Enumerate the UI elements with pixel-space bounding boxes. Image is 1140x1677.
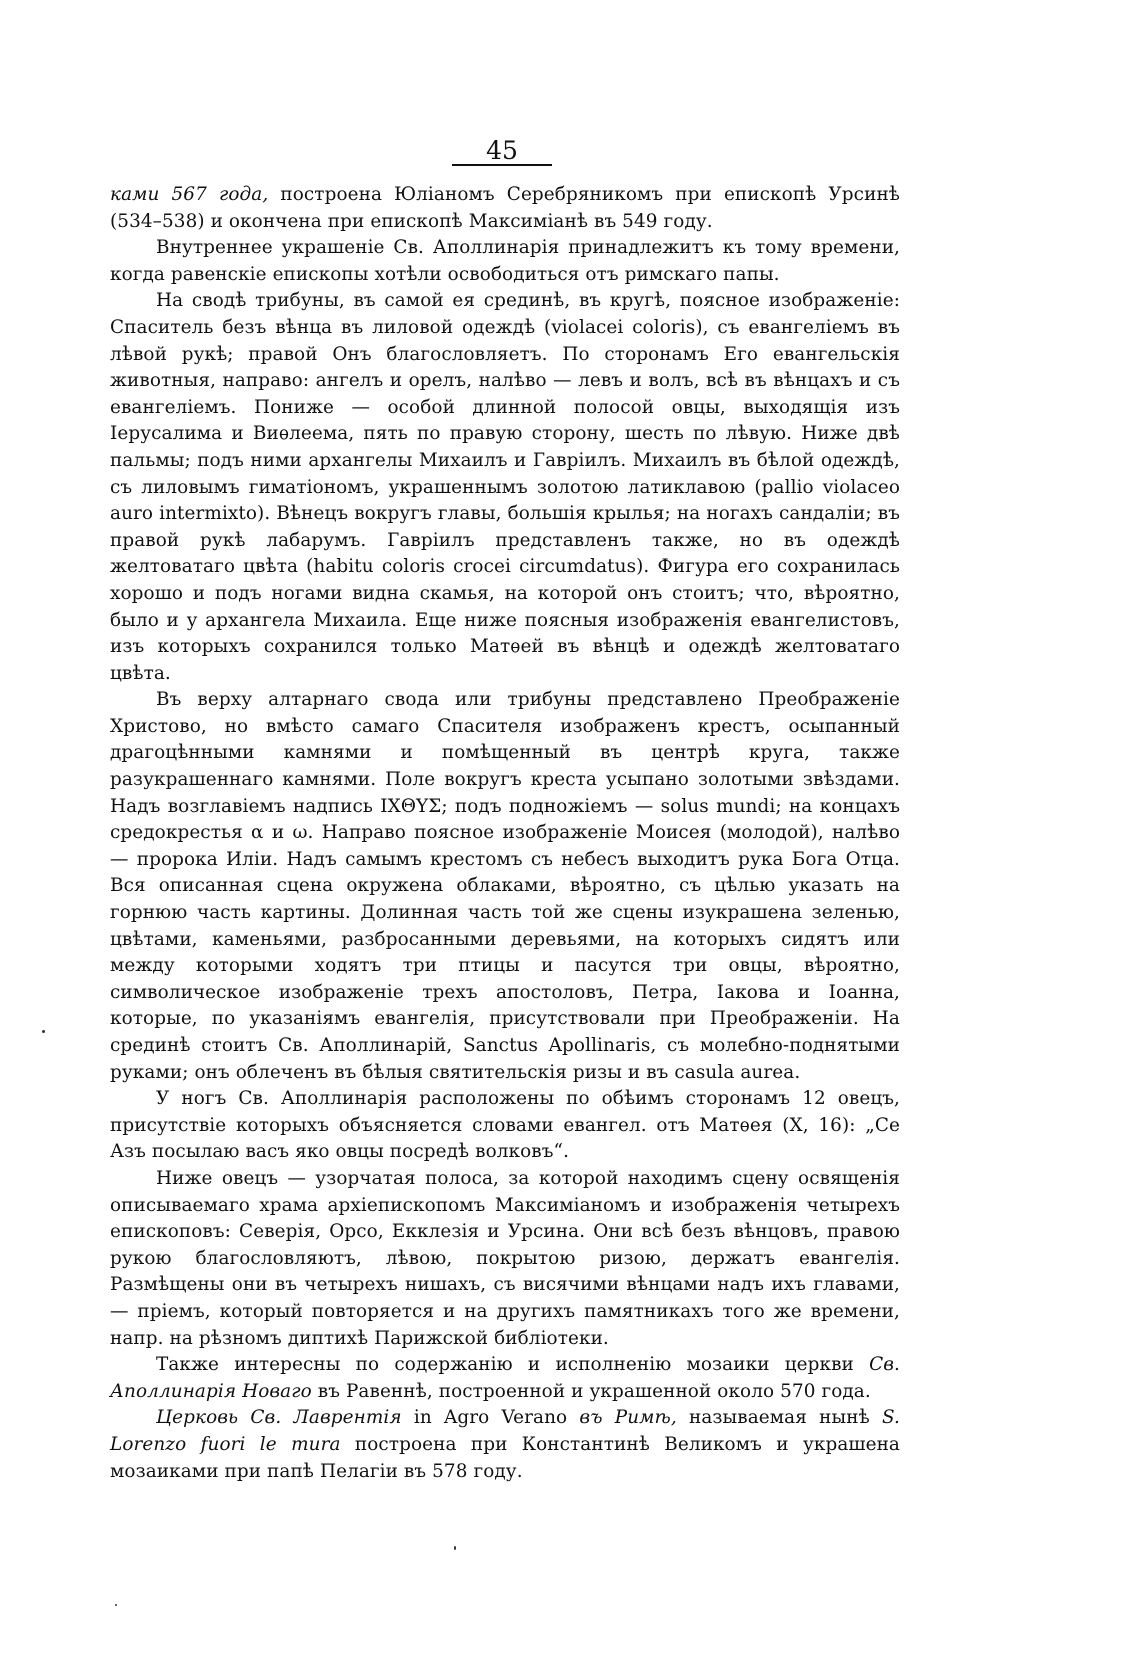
paragraph xyxy=(110,687,900,1086)
paragraph xyxy=(110,182,900,235)
body-text xyxy=(110,182,900,1485)
italic-text-run: S. Lorenzo fuori le mura xyxy=(110,1407,900,1455)
paragraph xyxy=(110,288,900,687)
paragraph xyxy=(110,1086,900,1166)
text-run: У ногъ Св. Аполлинарія расположены по обѣимъ сторонамъ 12 овецъ, присутствіе которыхъ объясняется словами евангел. отъ Матѳея (X, 16): „Се Азъ посылаю васъ яко овцы посредѣ волковъ“. xyxy=(110,1088,900,1163)
text-run: Также интересны по содержанію и исполненію мозаики церкви xyxy=(156,1354,870,1376)
scan-speck xyxy=(454,1546,456,1550)
italic-text-run: Св. Аполлинарія Новаго xyxy=(110,1354,900,1402)
page-number-rule xyxy=(452,164,552,166)
paragraph xyxy=(110,1405,900,1485)
italic-text-run: Церковь Св. Лаврентія xyxy=(156,1407,402,1429)
scan-speck xyxy=(42,1030,45,1033)
text-run: in Agro Verano xyxy=(401,1407,580,1429)
text-run: Въ верху алтарнаго свода или трибуны представлено Преображеніе Христово, но вмѣсто самаго Спасителя изображенъ крестъ, осыпанный драгоцѣнными камнями и помѣщенный въ центрѣ круга, также разукрашеннаго камнями. Поле вокругъ креста усыпано золотыми звѣздами. Надъ возглавіемъ надпись ΙΧΘΥΣ; подъ подножіемъ — solus mundi; на концахъ средокрестья α и ω. Направо поясное изображеніе Моисея (молодой), налѣво — пророка Иліи. Надъ самымъ крестомъ съ небесъ выходитъ рука Бога Отца. Вся описанная сцена окружена облаками, вѣроятно, съ цѣлью указать на горнюю часть картины. Долинная часть той же сцены изукрашена зеленью, цвѣтами, каменьями, разбросанными деревьями, на которыхъ сидятъ или между которыми ходятъ три птицы и пасутся три овцы, вѣроятно, символическое изображеніе трехъ апостоловъ, Петра, Іакова и Іоанна, которые, по указаніямъ евангелія, присутствовали при Преображеніи. На срединѣ стоитъ Св. Аполлинарій, Sanctus Apollinaris, съ молебно-поднятыми руками; онъ облеченъ въ бѣлыя святительскія ризы и въ casula aurea. xyxy=(110,689,900,1083)
text-run: Ниже овецъ — узорчатая полоса, за которой находимъ сцену освященія описываемаго храма архіепископомъ Максиміаномъ и изображенія четырехъ епископовъ: Северія, Орсо, Екклезія и Урсина. Они всѣ безъ вѣнцовъ, правою рукою благословляютъ, лѣвою, покрытою ризою, держатъ евангелія. Размѣщены они въ четырехъ нишахъ, съ висячими вѣнцами надъ ихъ главами, — пріемъ, который повторяется и на другихъ памятникахъ того же времени, напр. на рѣзномъ диптихѣ Парижской библіотеки. xyxy=(110,1167,900,1349)
text-run: Внутреннее украшеніе Св. Аполлинарія принадлежитъ къ тому времени, когда равенскіе епископы хотѣли освободиться отъ римскаго папы. xyxy=(110,237,900,285)
text-run: построена при Константинѣ Великомъ и украшена мозаиками при папѣ Пелагіи въ 578 году. xyxy=(110,1433,900,1482)
scan-speck xyxy=(115,1604,117,1606)
paragraph xyxy=(110,1352,900,1405)
page-number: 45 xyxy=(486,136,518,165)
paragraph xyxy=(110,1166,900,1352)
text-run: На сводѣ трибуны, въ самой ея срединѣ, въ кругѣ, поясное изображеніе: Спаситель безъ вѣнца въ лиловой одеждѣ (violacei coloris), съ евангеліемъ въ лѣвой рукѣ; правой Онъ благословляетъ. По сторонамъ Его евангельскія животныя, направо: ангелъ и орелъ, налѣво — левъ и волъ, всѣ въ вѣнцахъ и съ евангеліемъ. Пониже — особой длинной полосой овцы, выходящія изъ Іерусалима и Виѳлеема, пять по правую сторону, шесть по лѣвую. Ниже двѣ пальмы; подъ ними архангелы Михаилъ и Гавріилъ. Михаилъ въ бѣлой одеждѣ, съ лиловымъ гиматіономъ, украшеннымъ золотою латиклавою (pallio violaceo auro intermixto). Вѣнецъ вокругъ главы, большія крылья; на ногахъ сандаліи; въ правой рукѣ лабарумъ. Гавріилъ представленъ также, но въ одеждѣ желтоватаго цвѣта (habitu coloris crocei circumdatus). Фигура его сохранилась хорошо и подъ ногами видна скамья, на которой онъ стоитъ; что, вѣроятно, было и у архангела Михаила. Еще ниже поясныя изображенія евангелистовъ, изъ которыхъ сохранился только Матѳей въ вѣнцѣ и одеждѣ желтоватаго цвѣта. xyxy=(110,290,900,684)
text-run: называемая нынѣ xyxy=(676,1407,882,1429)
paragraph xyxy=(110,235,900,288)
italic-text-run: ками 567 года, xyxy=(110,184,269,205)
text-run: построена Юліаномъ Серебряникомъ при епископѣ Урсинѣ (534–538) и окончена при епископѣ Максиміанѣ въ 549 году. xyxy=(110,184,900,232)
text-run: въ Равеннѣ, построенной и украшенной около 570 года. xyxy=(311,1380,871,1402)
italic-text-run: въ Римѣ, xyxy=(579,1407,677,1429)
